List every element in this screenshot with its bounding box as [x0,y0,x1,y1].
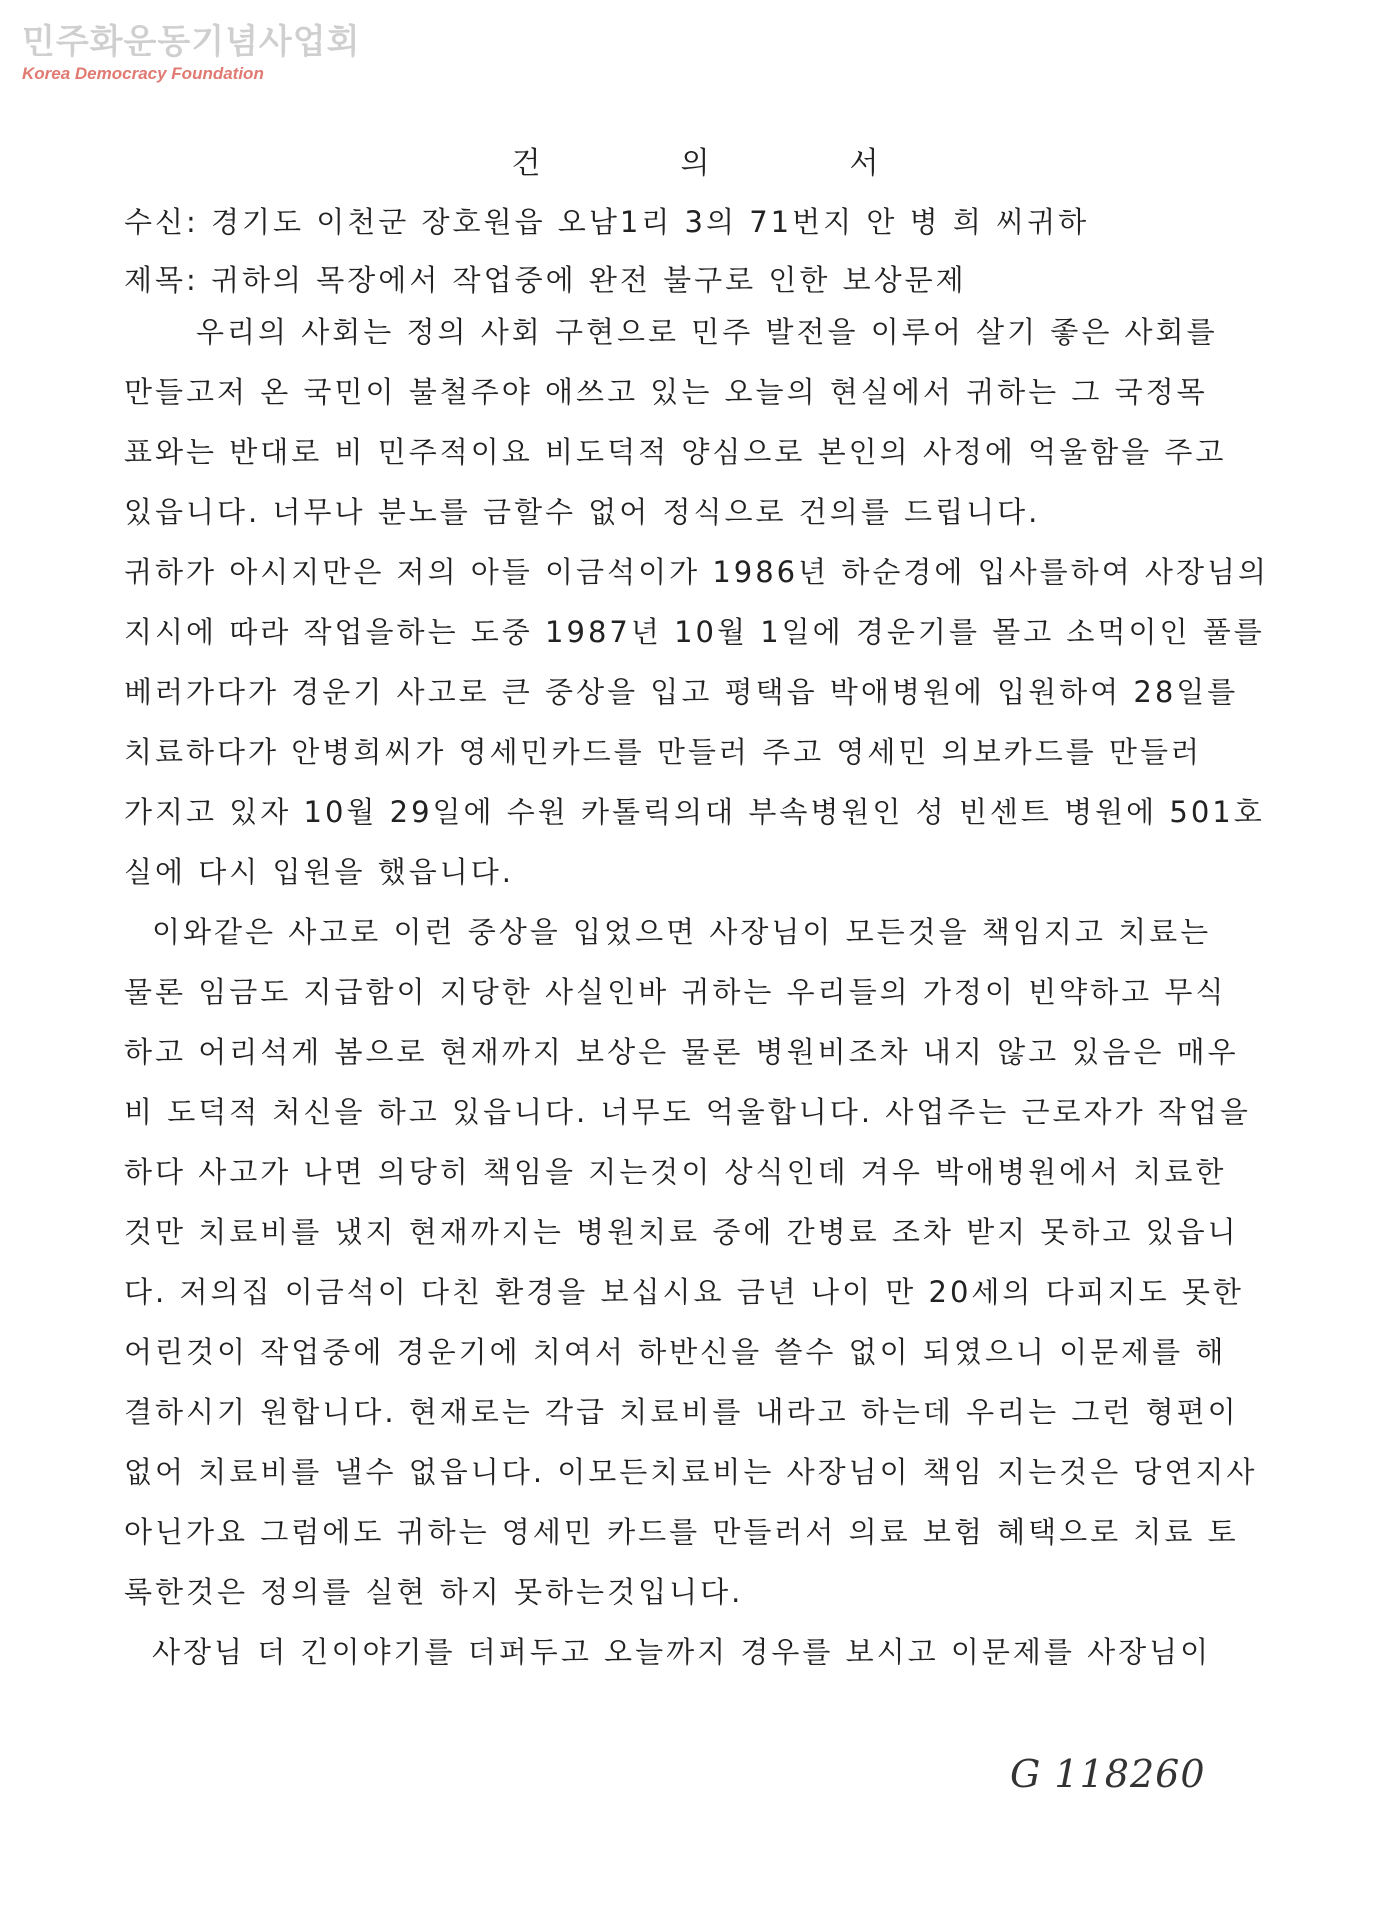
document-title: 건의서 [511,146,1019,181]
body-line: 치료하다가 안병희씨가 영세민카드를 만들러 주고 영세민 의보카드를 만들러 [124,735,1202,769]
body-line: 물론 임금도 지급함이 지당한 사실인바 귀하는 우리들의 가정이 빈약하고 무식 [124,975,1227,1009]
body-line: 하고 어리석게 봄으로 현재까지 보상은 물론 병원비조차 내지 않고 있음은 매우 [124,1035,1239,1069]
watermark [22,22,360,84]
body-line: 지시에 따라 작업을하는 도중 1987년 10월 1일에 경운기를 몰고 소먹이인 풀를 [124,615,1265,649]
body-line: 없어 치료비를 낼수 없읍니다. 이모든치료비는 사장님이 책임 지는것은 당연지사 [124,1455,1258,1489]
body-line: 결하시기 원합니다. 현재로는 각급 치료비를 내라고 하는데 우리는 그런 형편이 [124,1395,1239,1429]
body-line: 실에 다시 입원을 했읍니다. [124,855,515,889]
document-body [124,302,1269,1682]
body-line: 하다 사고가 나면 의당히 책임을 지는것이 상식인데 겨우 박애병원에서 치료한 [124,1155,1227,1189]
body-line: 귀하가 아시지만은 저의 아들 이금석이가 1986년 하순경에 입사를하여 사장님의 [124,555,1269,589]
body-line: 어린것이 작업중에 경운기에 치여서 하반신을 쓸수 없이 되였으니 이문제를 해 [124,1335,1227,1369]
body-line: 표와는 반대로 비 민주적이요 비도덕적 양심으로 본인의 사정에 억울함을 주고 [124,435,1227,469]
body-line: 베러가다가 경운기 사고로 큰 중상을 입고 평택읍 박애병원에 입원하여 28일를 [124,675,1239,709]
watermark-english: Korea Democracy Foundation [22,64,264,83]
body-line: 비 도덕적 처신을 하고 있읍니다. 너무도 억울합니다. 사업주는 근로자가 작업을 [124,1095,1251,1129]
subject-line: 제목: 귀하의 목장에서 작업중에 완전 불구로 인한 보상문제 [124,263,967,297]
body-line: 만들고저 온 국민이 불철주야 애쓰고 있는 오늘의 현실에서 귀하는 그 국정목 [124,375,1208,409]
body-line: 다. 저의집 이금석이 다친 환경을 보십시요 금년 나이 만 20세의 다피지도 못한 [124,1275,1244,1309]
body-line: 것만 치료비를 냈지 현재까지는 병원치료 중에 간병료 조차 받지 못하고 있읍니 [124,1215,1239,1249]
recipient-line: 수신: 경기도 이천군 장호원읍 오남1리 3의 71번지 안 병 희 씨귀하 [124,205,1090,239]
body-line: 있읍니다. 너무나 분노를 금할수 없어 정식으로 건의를 드립니다. [124,495,1041,529]
watermark-korean: 민주화운동기념사업회 [22,22,361,62]
body-line: 아닌가요 그럼에도 귀하는 영세민 카드를 만들러서 의료 보험 혜택으로 치료 토 [124,1515,1239,1549]
body-line: 이와같은 사고로 이런 중상을 입었으면 사장님이 모든것을 책임지고 치료는 [152,915,1212,949]
reference-number: G 118260 [1010,1752,1206,1796]
body-line: 가지고 있자 10월 29일에 수원 카톨릭의대 부속병원인 성 빈센트 병원에 501호 [124,795,1265,829]
body-line: 우리의 사회는 정의 사회 구현으로 민주 발전을 이루어 살기 좋은 사회를 [196,315,1218,349]
body-line: 록한것은 정의를 실현 하지 못하는것입니다. [124,1575,744,1609]
body-line: 사장님 더 긴이야기를 더퍼두고 오늘까지 경우를 보시고 이문제를 사장님이 [152,1635,1212,1669]
